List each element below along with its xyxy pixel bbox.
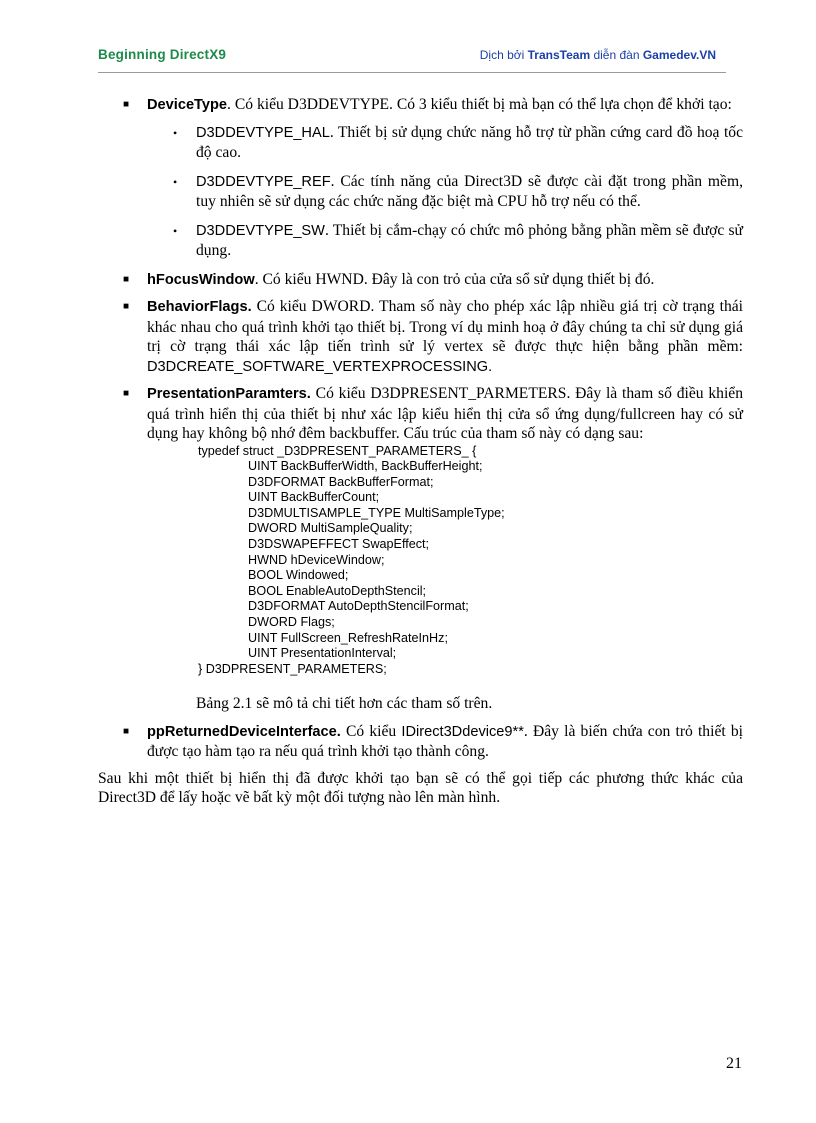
list-item-presentationparameters xyxy=(98,384,743,444)
code-ref: D3DDEVTYPE_REF xyxy=(196,173,331,190)
list-item-devicetype xyxy=(98,95,743,116)
term-hfocuswindow: hFocusWindow xyxy=(147,271,255,288)
behaviorflags-description: Có kiểu DWORD. Tham số này cho phép xác lập nhiều giá trị cờ trạng thái khác nhau cho quá trình khởi tạo thiết bị. Trong ví dụ minh hoạ ở đây chúng ta chỉ sử dụng giá trị cờ trạng thái xác lập tiến trình sử lý vertex sẽ được thực hiện bằng phần mềm: xyxy=(147,298,743,355)
page-header xyxy=(98,47,726,67)
list-item-behaviorflags xyxy=(98,297,743,377)
code-sw: D3DDEVTYPE_SW xyxy=(196,222,325,239)
dot-bullet-icon: • xyxy=(173,174,178,189)
code-line: UINT PresentationInterval; xyxy=(248,646,397,661)
square-bullet-icon: ■ xyxy=(123,301,130,312)
sublist-item-ref xyxy=(98,172,743,212)
code-line: D3DFORMAT AutoDepthStencilFormat; xyxy=(248,599,469,614)
page-number: 21 xyxy=(726,1055,742,1072)
code-line-close: } D3DPRESENT_PARAMETERS; xyxy=(198,661,387,676)
term-presentationparameters: PresentationParamters. xyxy=(147,386,311,402)
table-reference-note: Bảng 2.1 sẽ mô tả chi tiết hơn các tham số trên. xyxy=(196,695,493,713)
ref-description: . Các tính năng của Direct3D sẽ được cài đặt trong phần mềm, tuy nhiên sẽ sử dụng các chức năng đặc biệt mà CPU hỗ trợ nếu có thể. xyxy=(196,172,743,210)
square-bullet-icon: ■ xyxy=(123,388,130,399)
dot-bullet-icon: • xyxy=(173,125,178,140)
presentationparameters-description: Có kiểu D3DPRESENT_PARMETERS. Đây là tham số điều khiển quá trình hiển thị của thiết bị như xác lập kiểu hiển thị cửa sổ ứng dụng/fullcreen hay có sử dụng hay không bộ nhớ đêm backbuffer. Cấu trúc của tham số này có dạng sau: xyxy=(147,385,743,442)
sublist-item-sw xyxy=(98,221,743,261)
term-behaviorflags: BehaviorFlags. xyxy=(147,299,252,315)
code-line: DWORD Flags; xyxy=(248,615,335,630)
code-line: UINT FullScreen_RefreshRateInHz; xyxy=(248,630,448,645)
square-bullet-icon: ■ xyxy=(123,273,130,285)
code-idirect3ddevice9: IDirect3Ddevice9** xyxy=(401,723,524,740)
sublist-item-hal xyxy=(98,123,743,163)
header-credit xyxy=(480,48,716,62)
code-line: DWORD MultiSampleQuality; xyxy=(248,521,413,536)
code-line: BOOL EnableAutoDepthStencil; xyxy=(248,583,427,598)
header-credit-team: TransTeam xyxy=(527,48,591,62)
hal-description: . Thiết bị sử dụng chức năng hỗ trợ từ phần cứng card đồ hoạ tốc độ cao. xyxy=(196,123,743,161)
term-ppreturneddeviceinterface: ppReturnedDeviceInterface. xyxy=(147,723,341,740)
code-line: UINT BackBufferWidth, BackBufferHeight; xyxy=(248,459,483,474)
page-body xyxy=(98,95,743,808)
code-line: D3DFORMAT BackBufferFormat; xyxy=(248,474,434,489)
header-credit-mid: diễn đàn xyxy=(590,48,643,62)
code-line: HWND hDeviceWindow; xyxy=(248,552,385,567)
code-hal: D3DDEVTYPE_HAL xyxy=(196,124,330,141)
code-line: BOOL Windowed; xyxy=(248,568,349,583)
list-item-hfocuswindow xyxy=(98,270,743,291)
ppreturned-description-2: . Đây là biến chứa con trỏ thiết bị được tạo hàm tạo ra nếu quá trình khởi tạo thành công. xyxy=(147,722,743,761)
sw-description: . Thiết bị cắm-chạy có chức mô phỏng bằng phần mềm sẽ được sử dụng. xyxy=(196,221,743,259)
closing-paragraph: Sau khi một thiết bị hiển thị đã được khởi tạo bạn sẽ có thể gọi tiếp các phương thức khác của Direct3D để lấy hoặc vẽ bất kỳ một đối tượng nào lên màn hình. xyxy=(98,769,743,807)
dot-bullet-icon: • xyxy=(173,223,178,238)
square-bullet-icon: ■ xyxy=(123,99,130,110)
code-line-open: typedef struct _D3DPRESENT_PARAMETERS_ { xyxy=(198,443,477,458)
code-software-vertexprocessing: D3DCREATE_SOFTWARE_VERTEXPROCESSING. xyxy=(147,358,493,375)
header-credit-site: Gamedev.VN xyxy=(642,48,716,62)
hfocuswindow-description: . Có kiểu HWND. Đây là con trỏ của cửa sổ sử dụng thiết bị đó. xyxy=(254,270,655,288)
header-divider xyxy=(98,72,726,73)
term-devicetype: DeviceType xyxy=(147,97,228,113)
header-credit-prefix: Dịch bởi xyxy=(479,48,528,62)
code-line: D3DSWAPEFFECT SwapEffect; xyxy=(248,537,430,552)
devicetype-description: . Có kiểu D3DDEVTYPE. Có 3 kiểu thiết bị mà bạn có thể lựa chọn để khởi tạo: xyxy=(227,96,732,113)
code-block-struct xyxy=(198,444,743,678)
header-book-title: Beginning DirectX9 xyxy=(98,47,227,62)
ppreturned-description-1: Có kiểu xyxy=(340,722,402,740)
code-line: D3DMULTISAMPLE_TYPE MultiSampleType; xyxy=(248,505,505,520)
list-item-ppreturneddeviceinterface xyxy=(98,722,743,762)
code-line: UINT BackBufferCount; xyxy=(248,490,380,505)
square-bullet-icon: ■ xyxy=(123,725,130,737)
